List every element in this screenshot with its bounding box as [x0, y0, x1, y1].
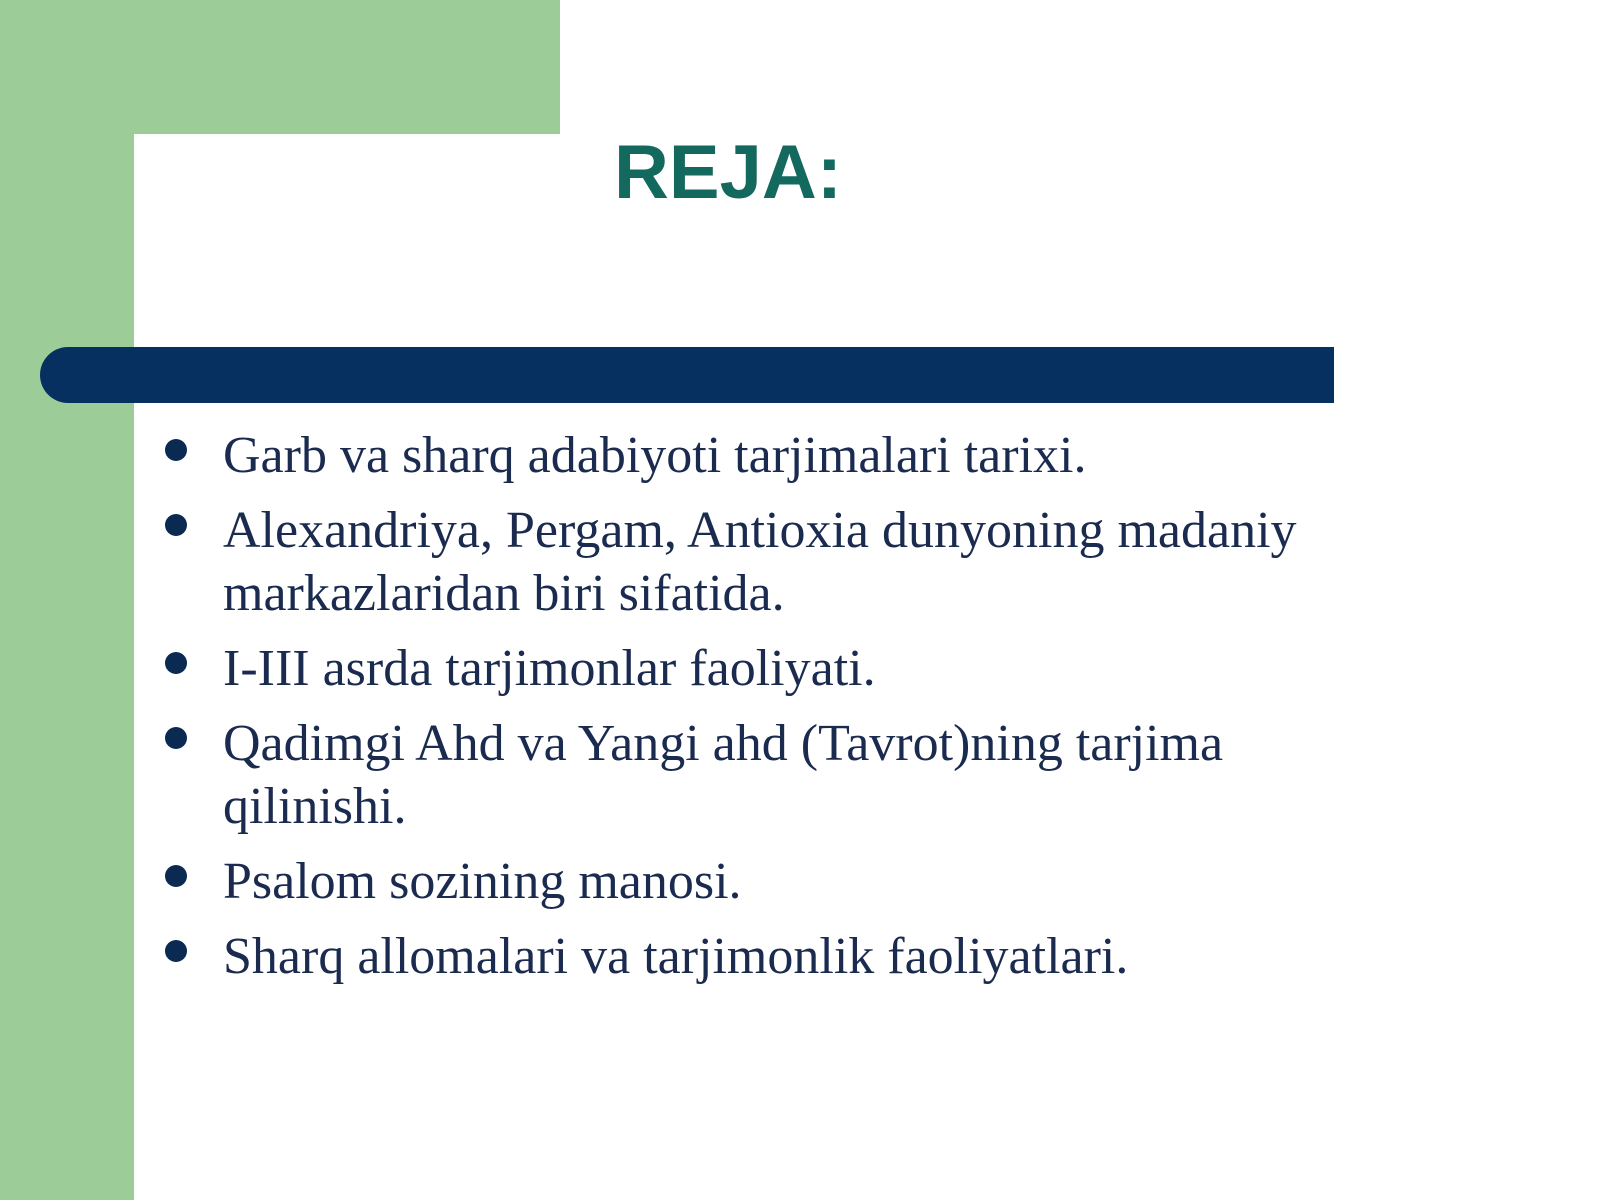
bullet-item — [160, 850, 1320, 913]
bullet-text: Sharq allomalari va tarjimonlik faoliyatlari. — [223, 928, 1129, 985]
bullet-item — [160, 637, 1320, 700]
bullet-text: Garb va sharq adabiyoti tarjimalari tarixi. — [223, 427, 1087, 484]
green-top-band — [0, 0, 560, 134]
bullet-item — [160, 424, 1320, 487]
bullet-text: Alexandriya, Pergam, Antioxia dunyoning madaniy markazlaridan biri sifatida. — [223, 502, 1297, 622]
bullet-text: I-III asrda tarjimonlar faoliyati. — [223, 640, 876, 697]
green-left-band — [0, 0, 134, 1200]
bullet-dot-icon — [165, 940, 187, 962]
bullet-list — [160, 424, 1320, 1000]
bullet-dot-icon — [165, 652, 187, 674]
bullet-item — [160, 712, 1320, 838]
bullet-text: Qadimgi Ahd va Yangi ahd (Tavrot)ning tarjima qilinishi. — [223, 715, 1224, 835]
bullet-dot-icon — [165, 439, 187, 461]
bullet-item — [160, 925, 1320, 988]
slide-title: REJA: — [614, 130, 843, 215]
bullet-dot-icon — [165, 865, 187, 887]
bullet-dot-icon — [165, 727, 187, 749]
bullet-item — [160, 499, 1320, 625]
bullet-dot-icon — [165, 514, 187, 536]
divider-bar — [40, 347, 1334, 403]
bullet-text: Psalom sozining manosi. — [223, 853, 742, 910]
